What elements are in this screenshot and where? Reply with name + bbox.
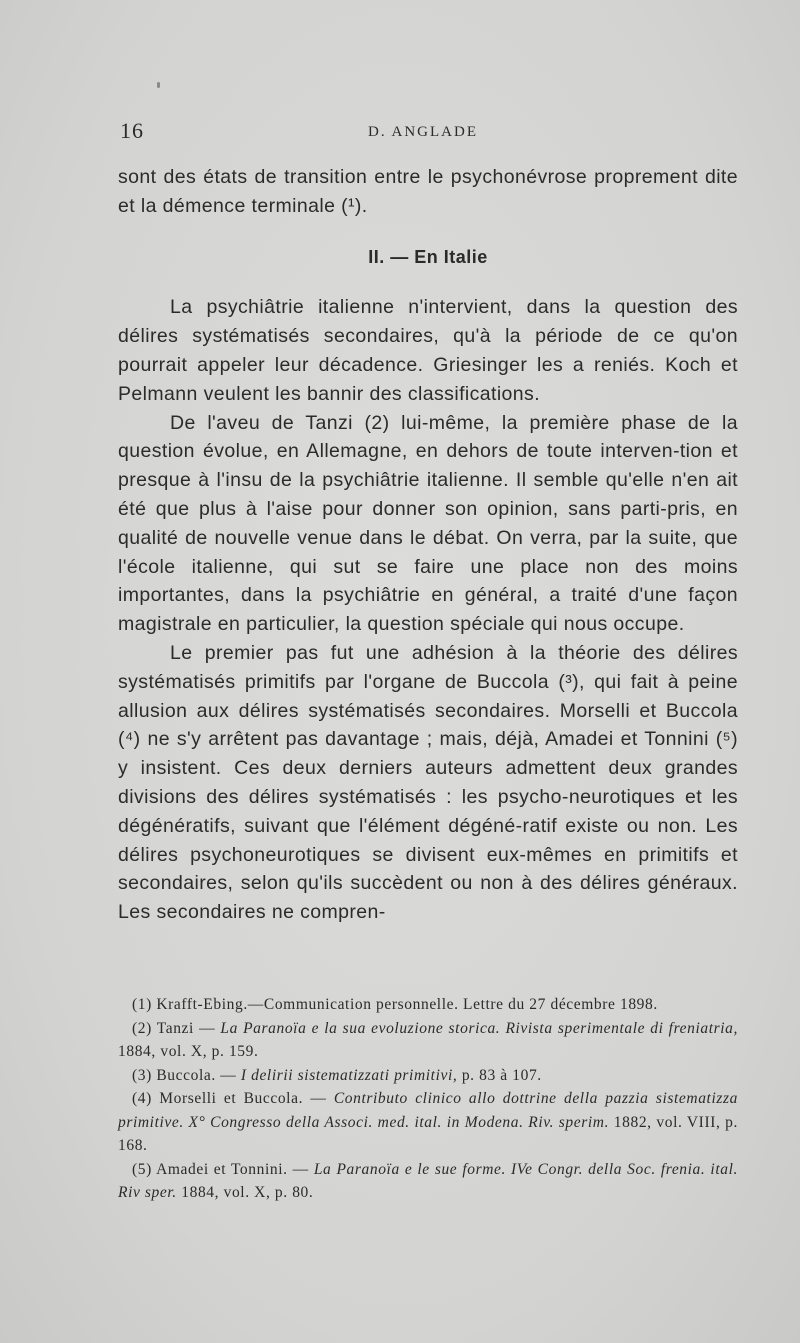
- footnote-title: La Paranoïa e le sue forme. IVe Congr. della Soc. frenia. ital. Riv sper.: [118, 1160, 738, 1201]
- page-number: 16: [120, 118, 144, 143]
- footnote-lead: (5) Amadei et Tonnini. —: [132, 1160, 314, 1178]
- running-head: D. ANGLADE: [368, 124, 478, 140]
- footnote-lead: (4) Morselli et Buccola. —: [132, 1090, 334, 1107]
- footnote: [118, 993, 738, 1017]
- paper-speck: [157, 82, 160, 88]
- footnote: [118, 1087, 738, 1158]
- page-header: [120, 118, 738, 148]
- footnote-lead: (2) Tanzi —: [132, 1019, 221, 1037]
- footnotes: [118, 993, 738, 1205]
- footnote-title: La Paranoïa e la sua evoluzione storica. Rivista sperimentale di freniatria,: [220, 1019, 738, 1037]
- footnote: [118, 1158, 738, 1205]
- paragraph: De l'aveu de Tanzi (2) lui-même, la première phase de la question évolue, en Allemagne, en dehors de toute interven-tion et presque à l'insu de la psychiâtrie italienne. Il semble qu'elle n'en ait été que plus à l'aise pour donner son opinion, sans parti-pris, en qualité de nouvelle venue dans le débat. On verra, par la suite, que l'école italienne, qui sut se faire une place non des moins importantes, dans la psychiâtrie en général, a traité d'une façon magistrale en particulier, la question spéciale qui nous occupe.: [118, 411, 738, 636]
- footnote-ref: 1884, vol. X, p. 80.: [176, 1184, 314, 1201]
- paragraph-intro: sont des états de transition entre le psychonévrose proprement dite et la démence terminale (¹).: [118, 166, 738, 217]
- footnote-ref: 1884, vol. X, p. 159.: [118, 1043, 259, 1060]
- paragraph: La psychiâtrie italienne n'intervient, dans la question des délires systématisés secondaires, qu'à la période de ce qu'on pourrait appeler leur décadence. Griesinger les a reniés. Koch et Pelmann veulent les bannir des classifications.: [118, 296, 738, 405]
- footnote-lead: (3) Buccola. —: [132, 1066, 241, 1084]
- section-title: II. — En Italie: [368, 246, 488, 267]
- paragraph: Le premier pas fut une adhésion à la théorie des délires systématisés primitifs par l'organe de Buccola (³), qui fait à peine allusion aux délires systématisés secondaires. Morselli et Buccola (⁴) ne s'y arrêtent pas davantage ; mais, déjà, Amadei et Tonnini (⁵) y insistent. Ces deux derniers auteurs admettent deux grandes divisions des délires systématisés : les psycho-neurotiques et les dégénératifs, suivant que l'élément dégéné-ratif existe ou non. Les délires psychoneurotiques se divisent eux-mêmes en primitifs et secondaires, selon qu'ils succèdent ou non à des délires généraux. Les secondaires ne compren-: [118, 641, 738, 924]
- footnote: [118, 1017, 738, 1064]
- footnote-lead: (1) Krafft-Ebing.—Communication personnelle. Lettre du 27 décembre 1898.: [132, 996, 658, 1013]
- footnote-title: Contributo clinico allo dottrine della pazzia sistematizza primitive. X° Congresso della Associ. med. ital. in Modena. Riv. sperim.: [118, 1090, 738, 1131]
- footnote-title: I delirii sistematizzati primitivi,: [240, 1066, 458, 1084]
- footnote-ref: 1882, vol. VIII, p. 168.: [118, 1113, 738, 1154]
- main-text: [118, 163, 738, 927]
- footnote-ref: p. 83 à 107.: [457, 1066, 542, 1084]
- footnote: [118, 1064, 738, 1088]
